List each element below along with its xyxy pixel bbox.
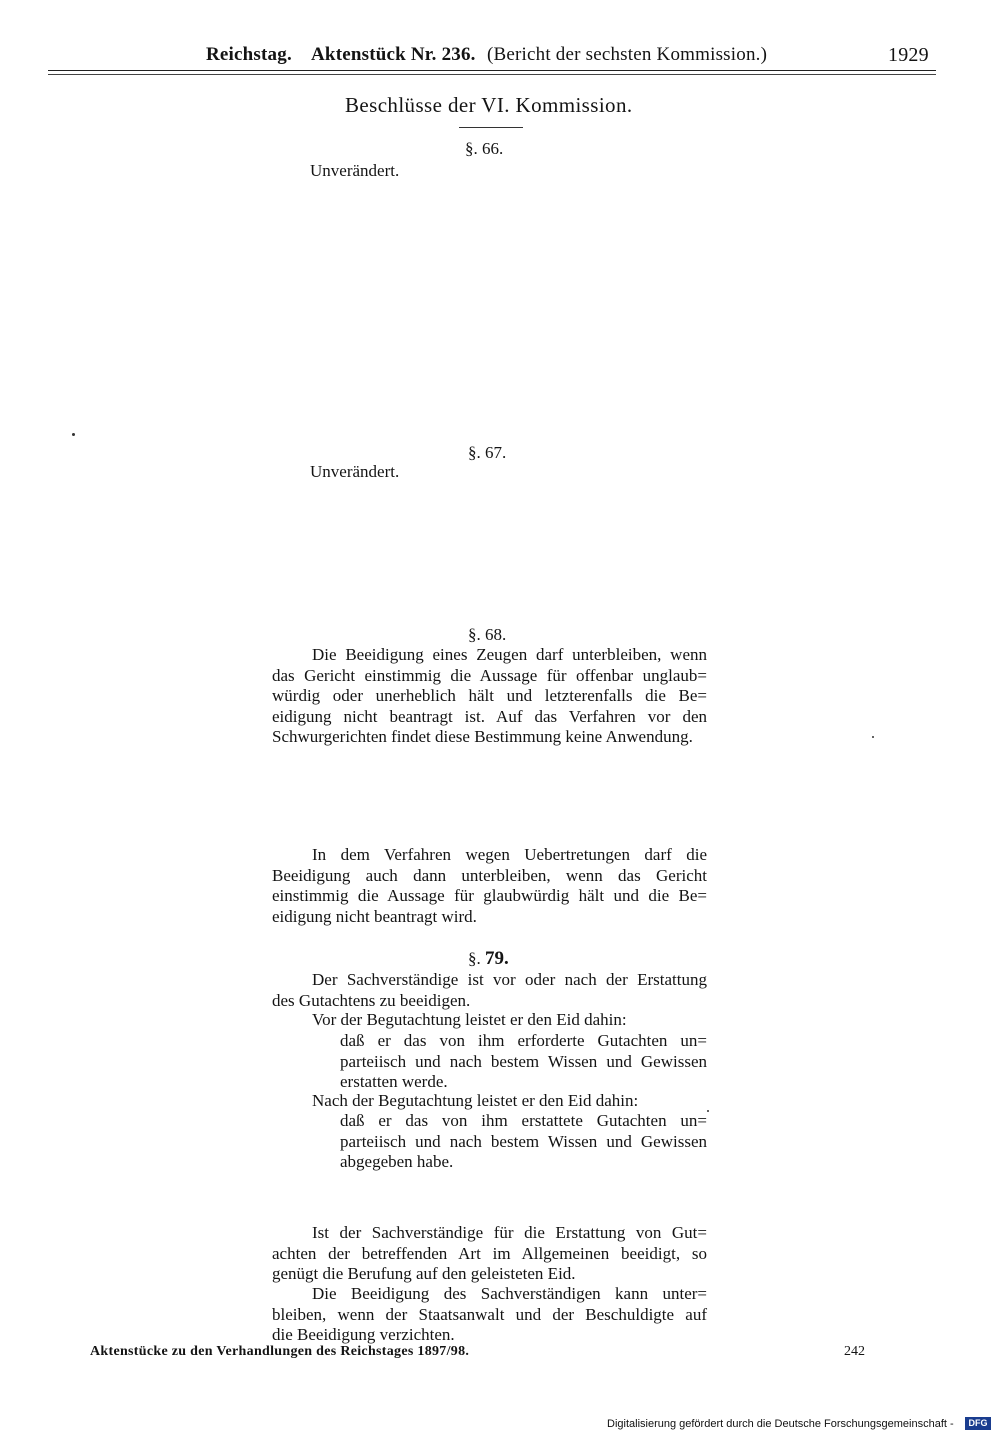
scan-speck xyxy=(72,433,75,436)
section-79-paragraph-waiver xyxy=(272,1284,707,1346)
text-line: Beeidigung auch dann unterbleiben, wenn das Gericht xyxy=(272,865,707,885)
section-79-number xyxy=(468,948,509,970)
digitization-note: Digitalisierung gefördert durch die Deutsche Forschungsgemeinschaft - xyxy=(607,1418,954,1430)
header-rule-top xyxy=(48,70,936,71)
footer-sheet-number: 242 xyxy=(844,1344,865,1359)
text-line: bleiben, wenn der Staatsanwalt und der Beschuldigte auf xyxy=(272,1304,707,1324)
page-title: Beschlüsse der VI. Kommission. xyxy=(345,93,633,117)
section-79-before-lead: Vor der Begutachtung leistet er den Eid dahin: xyxy=(312,1010,627,1029)
header-rule-bottom xyxy=(48,74,936,75)
scan-speck xyxy=(707,1110,709,1112)
section-67-text: Unverändert. xyxy=(310,462,400,481)
text-line: achten der betreffenden Art im Allgemeinen beeidigt, so xyxy=(272,1243,707,1263)
text-line: das Gericht einstimmig die Aussage für offenbar unglaub= xyxy=(272,665,707,685)
text-line: daß er das von ihm erforderte Gutachten un= xyxy=(340,1031,707,1050)
section-66-number: §. 66. xyxy=(465,139,504,158)
section-79-prefix: §. xyxy=(468,949,481,968)
header-page-number: 1929 xyxy=(888,44,929,66)
text-line: parteiisch und nach bestem Wissen und Gewissen xyxy=(340,1051,707,1071)
section-68-number: §. 68. xyxy=(468,625,507,644)
text-line: eidigung nicht beantragt ist. Auf das Verfahren vor den xyxy=(272,706,707,726)
text-line: würdig oder unerheblich hält und letzterenfalls die Be= xyxy=(272,686,707,705)
text-line: Die Beeidigung des Sachverständigen kann unter= xyxy=(312,1284,707,1303)
section-79-paragraph-general xyxy=(272,1223,707,1285)
header-parliament: Reichstag. xyxy=(206,44,292,65)
section-79-intro xyxy=(272,970,707,1011)
text-line: des Gutachtens zu beeidigen. xyxy=(272,990,471,1010)
text-line: Ist der Sachverständige für die Erstattung von Gut= xyxy=(312,1223,707,1242)
text-line: Der Sachverständige ist vor oder nach der Erstattung xyxy=(312,970,707,989)
text-line: Schwurgerichten findet diese Bestimmung keine Anwendung. xyxy=(272,727,693,746)
section-79-value: 79. xyxy=(485,948,509,969)
section-68-paragraph-2 xyxy=(272,845,707,927)
section-79-after-oath xyxy=(340,1111,707,1173)
footer-source: Aktenstücke zu den Verhandlungen des Reichstages 1897/98. xyxy=(90,1344,470,1359)
text-line: daß er das von ihm erstattete Gutachten un= xyxy=(340,1111,707,1130)
text-line: die Beeidigung verzichten. xyxy=(272,1325,455,1344)
text-line: Die Beeidigung eines Zeugen darf unterbleiben, wenn xyxy=(312,645,707,664)
title-rule xyxy=(459,127,523,128)
section-79-before-oath xyxy=(340,1031,707,1093)
section-79-after-lead: Nach der Begutachtung leistet er den Eid dahin: xyxy=(312,1091,639,1110)
text-line: genügt die Berufung auf den geleisteten Eid. xyxy=(272,1264,576,1283)
section-67-number: §. 67. xyxy=(468,443,507,462)
text-line: In dem Verfahren wegen Uebertretungen darf die xyxy=(312,845,707,864)
text-line: eidigung nicht beantragt wird. xyxy=(272,906,477,926)
header-document: Aktenstück Nr. 236. xyxy=(311,44,476,65)
scan-speck xyxy=(872,736,874,738)
text-line: einstimmig die Aussage für glaubwürdig hält und die Be= xyxy=(272,886,707,905)
text-line: erstatten werde. xyxy=(340,1072,448,1091)
section-66-text: Unverändert. xyxy=(310,161,400,180)
dfg-logo-icon: DFG xyxy=(965,1417,991,1430)
section-68-paragraph-1 xyxy=(272,645,707,748)
text-line: abgegeben habe. xyxy=(340,1152,454,1171)
text-line: parteiisch und nach bestem Wissen und Gewissen xyxy=(340,1131,707,1151)
header-report: (Bericht der sechsten Kommission.) xyxy=(487,44,768,65)
